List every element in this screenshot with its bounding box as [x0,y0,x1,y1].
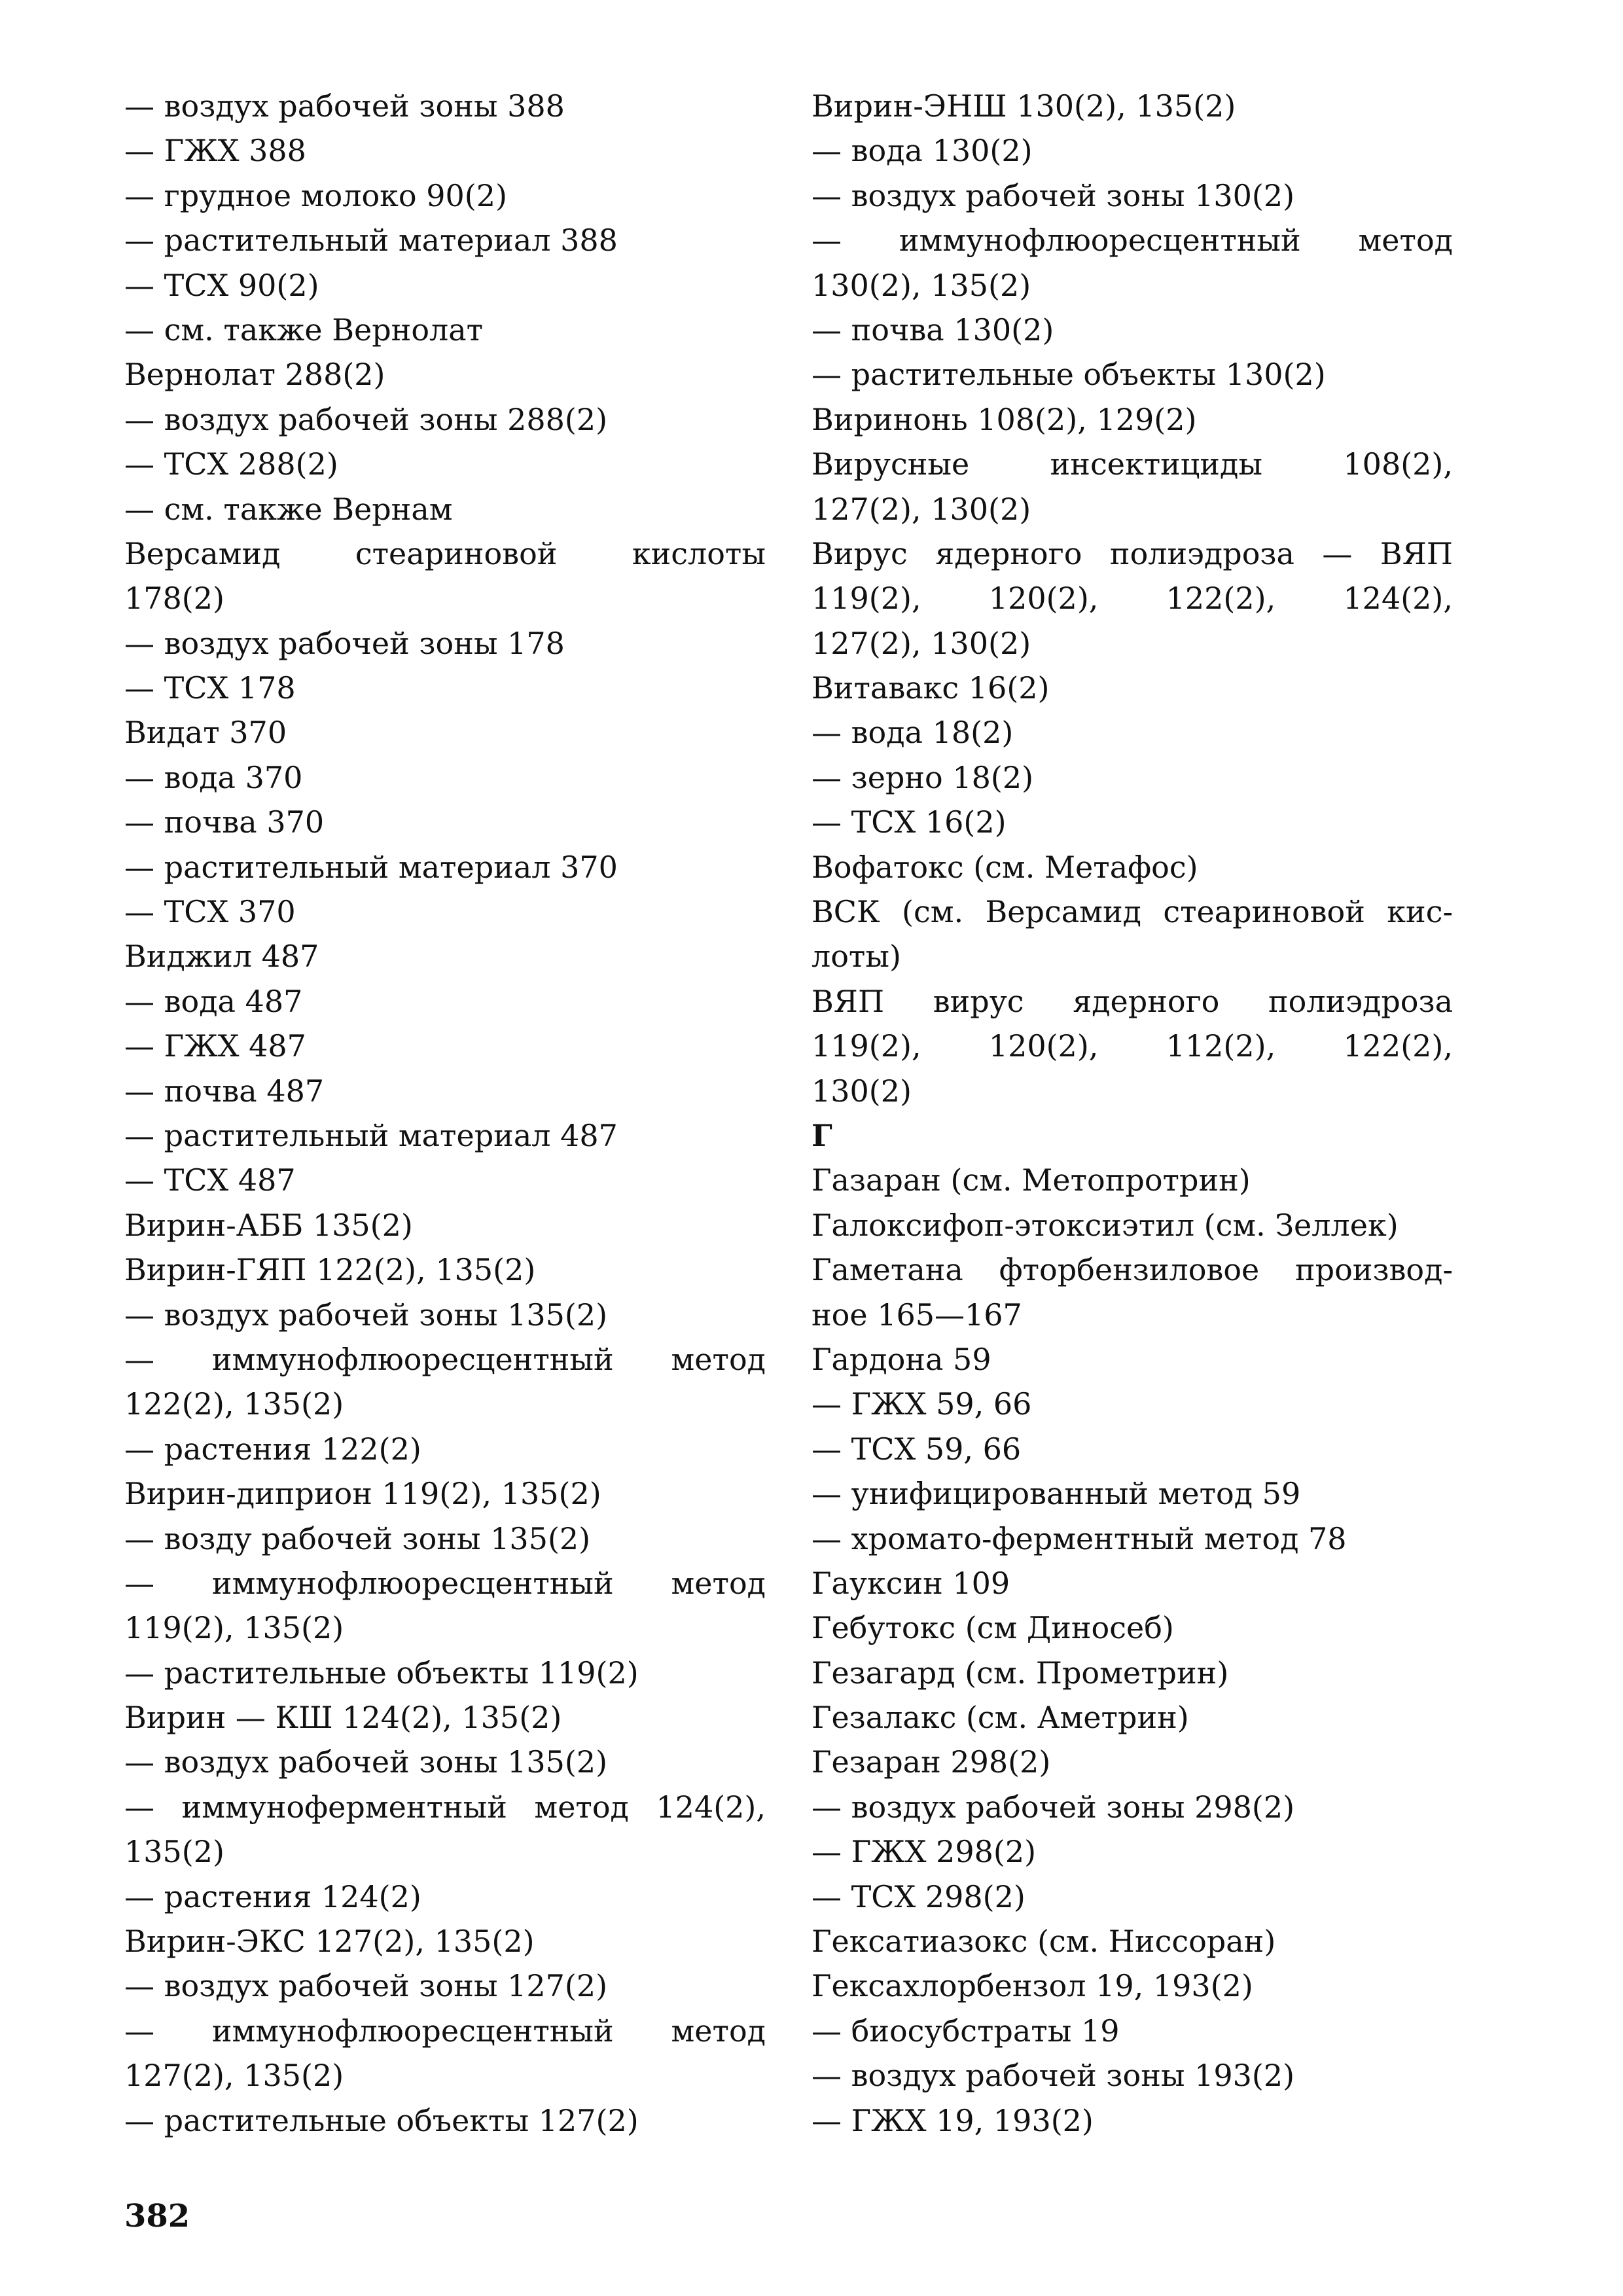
index-entry: — иммуноферментный метод 124(2), [124,1789,766,1825]
index-entry: Газаран (см. Метопротрин) [812,1162,1251,1198]
index-entry: 119(2), 135(2) [124,1610,344,1646]
index-entry: Гебутокс (см Диносеб) [812,1610,1174,1646]
index-entry: — воздух рабочей зоны 127(2) [124,1968,608,2004]
index-entry: — ТСХ 288(2) [124,446,338,482]
index-entry: 119(2), 120(2), 112(2), 122(2), [812,1028,1453,1064]
index-entry: 119(2), 120(2), 122(2), 124(2), [812,581,1453,617]
index-entry: 135(2) [124,1834,224,1870]
index-entry: — возду рабочей зоны 135(2) [124,1520,591,1556]
index-entry: — ГЖХ 388 [124,133,306,169]
index-entry: — унифицированный метод 59 [812,1476,1301,1512]
index-entry: Вирин-ЭНШ 130(2), 135(2) [812,88,1236,124]
index-entry: 178(2) [124,581,224,617]
index-entry: Версамид стеариновой кислоты [124,535,766,571]
index-entry: Гезагард (см. Прометрин) [812,1655,1229,1691]
index-entry: Вирин-диприон 119(2), 135(2) [124,1476,601,1512]
index-entry: — вода 487 [124,983,303,1019]
index-entry: Вирин-ГЯП 122(2), 135(2) [124,1252,536,1288]
index-entry: — растительный материал 388 [124,223,618,259]
index-entry: ВЯП вирус ядерного полиэдроза [812,983,1453,1019]
index-entry: Виджил 487 [124,939,319,975]
index-entry: — почва 130(2) [812,312,1054,348]
index-entry: — зерно 18(2) [812,759,1034,795]
index-entry: — ТСХ 298(2) [812,1878,1026,1914]
index-entry: — ТСХ 59, 66 [812,1431,1022,1467]
index-entry: — воздух рабочей зоны 135(2) [124,1744,608,1780]
index-entry: Вофатокс (см. Метафос) [812,849,1198,885]
index-entry: Вирин — КШ 124(2), 135(2) [124,1700,562,1736]
index-entry: 127(2), 130(2) [812,491,1031,527]
index-entry: — иммунофлюоресцентный метод [124,2013,766,2049]
index-entry: — вода 18(2) [812,715,1014,751]
index-entry: Гезалакс (см. Аметрин) [812,1700,1189,1736]
index-entry: Вирин-АББ 135(2) [124,1207,413,1243]
index-entry: Гексатиазокс (см. Ниссоран) [812,1924,1276,1960]
index-entry: — растительный материал 370 [124,849,618,885]
index-entry: 127(2), 135(2) [124,2058,344,2094]
index-entry: — растительный материал 487 [124,1117,618,1153]
index-entry: — ТСХ 16(2) [812,804,1007,840]
index-entry: Вирус ядерного полиэдроза — ВЯП [812,535,1453,571]
index-entry: — почва 370 [124,804,325,840]
index-entry: — иммунофлюоресцентный метод [124,1565,766,1601]
index-entry: Вернолат 288(2) [124,357,385,393]
page-number: 382 [124,2198,190,2234]
index-entry: — воздух рабочей зоны 298(2) [812,1789,1295,1825]
index-entry: — иммунофлюоресцентный метод [124,1341,766,1377]
index-entry: 122(2), 135(2) [124,1386,344,1422]
index-entry: лоты) [812,939,901,975]
index-entry: — хромато-ферментный метод 78 [812,1520,1347,1556]
index-entry: Вирин-ЭКС 127(2), 135(2) [124,1924,535,1960]
index-entry: Гардона 59 [812,1341,991,1377]
index-entry: — см. также Вернолат [124,312,484,348]
index-entry: — воздух рабочей зоны 178 [124,625,565,661]
index-entry: Вирусные инсектициды 108(2), [812,446,1453,482]
index-entry: — вода 370 [124,759,303,795]
index-column-left [124,84,766,2143]
index-entry: — почва 487 [124,1073,325,1109]
index-entry: Виринонь 108(2), 129(2) [812,401,1197,437]
index-entry: — растительные объекты 119(2) [124,1655,639,1691]
index-entry: Витавакс 16(2) [812,670,1050,706]
index-entry: ВСК (см. Версамид стеариновой кис- [812,894,1453,930]
index-entry: — воздух рабочей зоны 388 [124,88,565,124]
index-entry: — ГЖХ 59, 66 [812,1386,1032,1422]
index-entry: — растительные объекты 130(2) [812,357,1326,393]
index-entry: — ГЖХ 487 [124,1028,306,1064]
index-entry: — воздух рабочей зоны 193(2) [812,2058,1295,2094]
index-entry: — иммунофлюоресцентный метод [812,223,1453,259]
index-entry: — вода 130(2) [812,133,1033,169]
index-entry: 127(2), 130(2) [812,625,1031,661]
index-entry: — воздух рабочей зоны 288(2) [124,401,608,437]
index-entry: Гаметана фторбензиловое производ- [812,1252,1453,1288]
index-entry: — ТСХ 90(2) [124,267,319,303]
index-entry: — растения 122(2) [124,1431,421,1467]
index-entry: Видат 370 [124,715,287,751]
index-entry: ное 165—167 [812,1297,1022,1333]
index-entry: — ТСХ 178 [124,670,296,706]
index-entry: — воздух рабочей зоны 130(2) [812,177,1295,213]
index-entry: Гауксин 109 [812,1565,1010,1601]
index-entry: — ГЖХ 19, 193(2) [812,2102,1094,2138]
index-entry: Гексахлорбензол 19, 193(2) [812,1968,1253,2004]
index-entry: — ТСХ 370 [124,894,296,930]
index-entry: Г [812,1117,832,1153]
index-entry: 130(2), 135(2) [812,267,1031,303]
index-entry: Гезаран 298(2) [812,1744,1051,1780]
index-entry: — растения 124(2) [124,1878,421,1914]
index-entry: — ТСХ 487 [124,1162,296,1198]
index-entry: — см. также Вернам [124,491,453,527]
index-column-right [812,84,1453,2143]
index-entry: 130(2) [812,1073,912,1109]
index-entry: — грудное молоко 90(2) [124,177,507,213]
index-entry: — биосубстраты 19 [812,2013,1120,2049]
index-entry: — воздух рабочей зоны 135(2) [124,1297,608,1333]
index-entry: — растительные объекты 127(2) [124,2102,639,2138]
index-entry: Галоксифоп-этоксиэтил (см. Зеллек) [812,1207,1399,1243]
index-entry: — ГЖХ 298(2) [812,1834,1037,1870]
